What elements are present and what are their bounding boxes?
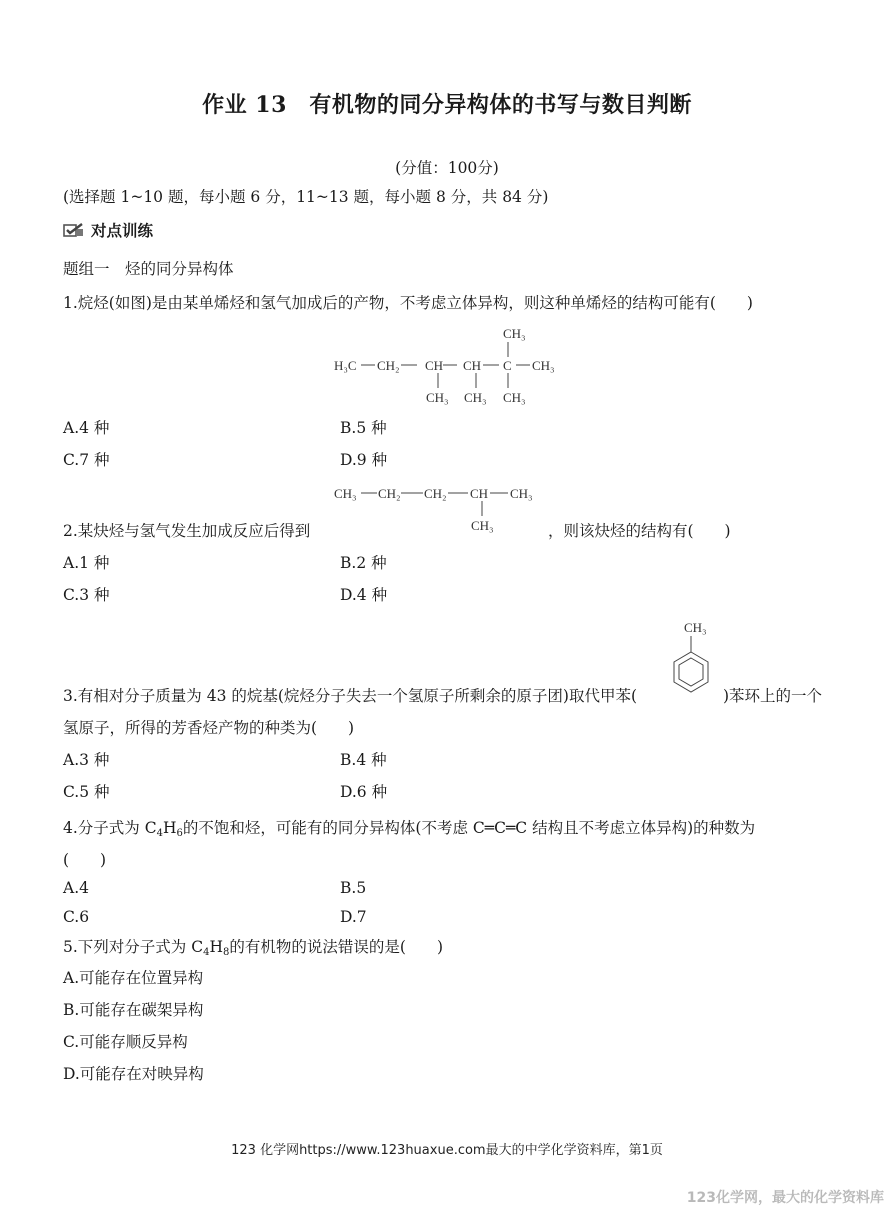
q4-option-c[interactable]: C.6 xyxy=(63,908,90,926)
q1-option-b[interactable]: B.5 种 xyxy=(340,419,387,437)
q5-formula: $C_4H_8$ xyxy=(191,938,230,958)
q1-sub-3: CH₃ xyxy=(503,390,526,405)
q5-prefix: 5.下列对分子式为 xyxy=(63,938,187,956)
page-footer: 123 化学网https://www.123huaxue.com最大的中学化学资料库，第1页 xyxy=(231,1143,663,1158)
q1-atom-3: CH xyxy=(425,358,444,373)
q2-text-before: 2.某炔烃与氢气发生加成反应后得到 xyxy=(63,522,311,540)
score-note: (分值：100分) xyxy=(395,159,499,177)
q3-text-line1-after: )苯环上的一个 xyxy=(723,687,823,705)
q1-atom-6: CH₃ xyxy=(532,358,555,373)
q4-suffix: 结构且不考虑立体异构)的种数为 xyxy=(532,819,756,837)
q5-option-b[interactable]: B.可能存在碳架异构 xyxy=(63,1001,204,1019)
q5-option-d[interactable]: D.可能存在对映异构 xyxy=(63,1065,204,1083)
q3-option-b[interactable]: B.4 种 xyxy=(340,751,387,769)
q1-atom-2: CH₂ xyxy=(377,358,400,373)
q3-text-line1-before: 3.有相对分子质量为 43 的烷基(烷烃分子失去一个氢原子所剩余的原子团)取代甲苯( xyxy=(63,687,638,705)
q4-option-a[interactable]: A.4 xyxy=(63,879,89,897)
q4-prefix: 4.分子式为 xyxy=(63,819,140,837)
q1-atom-5: C xyxy=(503,358,512,373)
q5-text xyxy=(63,937,443,957)
q5-suffix: 的有机物的说法错误的是( ) xyxy=(229,938,443,956)
q3-option-c[interactable]: C.5 种 xyxy=(63,783,110,801)
q1-option-a[interactable]: A.4 种 xyxy=(63,419,110,437)
q2-option-d[interactable]: D.4 种 xyxy=(340,586,388,604)
q1-structure xyxy=(330,320,570,410)
q2-text-after: ，则该炔烃的结构有( ) xyxy=(548,522,731,540)
q1-option-d[interactable]: D.9 种 xyxy=(340,451,388,469)
q4-text-line2: ( ) xyxy=(63,851,107,869)
q2-option-b[interactable]: B.2 种 xyxy=(340,554,387,572)
q2-atom-1: CH₃ xyxy=(334,486,357,501)
q1-option-c[interactable]: C.7 种 xyxy=(63,451,110,469)
q4-option-d[interactable]: D.7 xyxy=(340,908,367,926)
q2-atom-3: CH₂ xyxy=(424,486,447,501)
q2-atom-5: CH₃ xyxy=(510,486,533,501)
section-heading xyxy=(63,219,153,241)
q4-ccc: C═C═C xyxy=(472,819,528,837)
q4-text-line1 xyxy=(63,818,755,838)
q1-sub-1: CH₃ xyxy=(426,390,449,405)
q2-structure xyxy=(332,478,548,540)
q2-option-a[interactable]: A.1 种 xyxy=(63,554,110,572)
q1-sub-2: CH₃ xyxy=(464,390,487,405)
q3-option-d[interactable]: D.6 种 xyxy=(340,783,388,801)
watermark: 123化学网，最大的化学资料库 xyxy=(686,1190,884,1206)
q3-text-line2: 氢原子，所得的芳香烃产物的种类为( ) xyxy=(63,719,355,737)
q1-atom-1: H₃C xyxy=(334,358,357,373)
q5-option-a[interactable]: A.可能存在位置异构 xyxy=(63,969,204,987)
page-title: 作业 13 有机物的同分异构体的书写与数目判断 xyxy=(202,92,692,118)
q2-sub: CH₃ xyxy=(471,518,494,533)
q1-text: 1.烷烃(如图)是由某单烯烃和氢气加成后的产物，不考虑立体异构，则这种单烯烃的结构可能有( ) xyxy=(63,294,753,312)
q5-option-c[interactable]: C.可能存顺反异构 xyxy=(63,1033,188,1051)
toluene-methyl: CH₃ xyxy=(684,620,707,635)
checkbox-pencil-icon xyxy=(63,223,85,238)
q2-atom-4: CH xyxy=(470,486,489,501)
q2-atom-2: CH₂ xyxy=(378,486,401,501)
toluene-structure xyxy=(664,614,728,706)
q1-atom-4: CH xyxy=(463,358,482,373)
q4-mid: 的不饱和烃，可能有的同分异构体(不考虑 xyxy=(182,819,468,837)
q3-option-a[interactable]: A.3 种 xyxy=(63,751,110,769)
instructions: (选择题 1~10 题，每小题 6 分，11~13 题，每小题 8 分，共 84 分) xyxy=(63,188,549,206)
q4-option-b[interactable]: B.5 xyxy=(340,879,367,897)
section-label: 对点训练 xyxy=(91,221,154,240)
group-heading: 题组一 烃的同分异构体 xyxy=(63,260,234,278)
q4-formula: $C_4H_6$ xyxy=(144,819,183,839)
q2-option-c[interactable]: C.3 种 xyxy=(63,586,110,604)
q1-top-sub: CH₃ xyxy=(503,326,526,341)
